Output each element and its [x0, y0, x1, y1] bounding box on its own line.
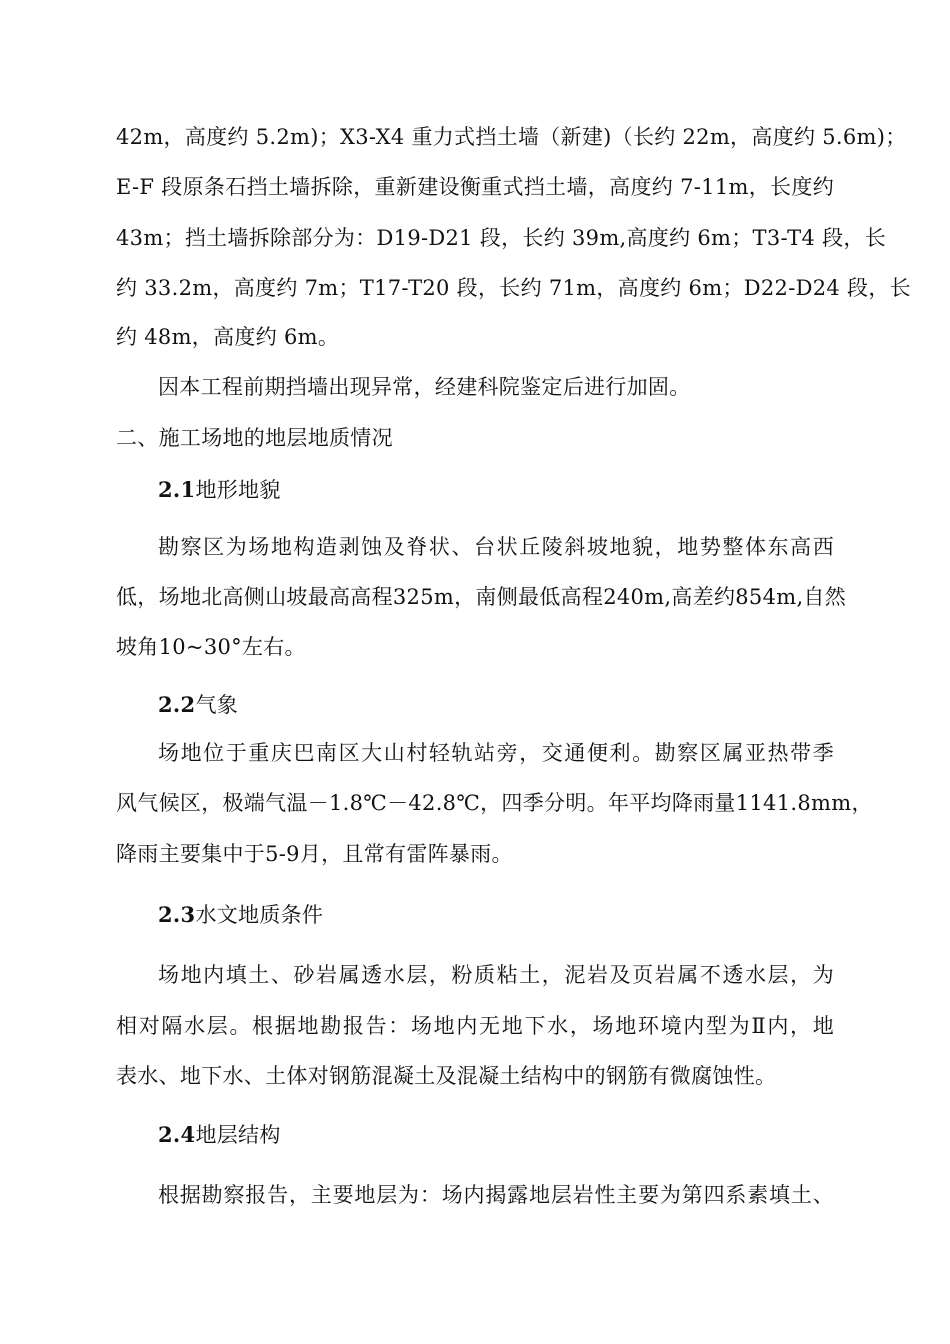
subsection-2-1-line-1: 勘察区为场地构造剥蚀及脊状、台状丘陵斜坡地貌，地势整体东高西 — [158, 535, 834, 559]
section-heading: 二、施工场地的地层地质情况 — [116, 426, 393, 450]
subsection-2-2-line-2: 风气候区，极端气温－1.8℃－42.8℃，四季分明。年平均降雨量1141.8mm， — [116, 791, 873, 815]
subsection-2-2-line-1: 场地位于重庆巴南区大山村轻轨站旁，交通便利。勘察区属亚热带季 — [158, 741, 834, 765]
subsection-2-3-line-1: 场地内填土、砂岩属透水层，粉质粘土，泥岩及页岩属不透水层，为 — [158, 963, 834, 987]
paragraph-1-line-1: 42m，高度约 5.2m)；X3-X4 重力式挡土墙（新建)（长约 22m，高度约 5.6m)； — [116, 125, 907, 149]
subsection-2-2-line-3: 降雨主要集中于5-9月，且常有雷阵暴雨。 — [116, 842, 513, 866]
subsection-2-2-number: 2.2 — [158, 692, 196, 717]
subsection-2-4-number: 2.4 — [158, 1122, 196, 1147]
subsection-2-2-title: 气象 — [195, 693, 239, 717]
subsection-2-3-line-2: 相对隔水层。根据地勘报告：场地内无地下水，场地环境内型为Ⅱ内，地 — [116, 1014, 834, 1038]
subsection-2-3-title: 水文地质条件 — [195, 903, 324, 927]
subsection-2-3-heading — [158, 902, 323, 928]
paragraph-1-line-4: 约 33.2m，高度约 7m；T17-T20 段，长约 71m，高度约 6m；D22-D24 段，长 — [116, 276, 911, 300]
subsection-2-4-title: 地层结构 — [195, 1123, 281, 1147]
subsection-2-4-line-1: 根据勘察报告，主要地层为：场内揭露地层岩性主要为第四系素填土、 — [158, 1183, 834, 1207]
subsection-2-2-heading — [158, 692, 238, 718]
subsection-2-1-title: 地形地貌 — [195, 478, 281, 502]
subsection-2-4-heading — [158, 1122, 281, 1148]
paragraph-1-line-5: 约 48m，高度约 6m。 — [116, 325, 340, 349]
subsection-2-3-line-3: 表水、地下水、土体对钢筋混凝土及混凝土结构中的钢筋有微腐蚀性。 — [116, 1064, 777, 1088]
subsection-2-1-line-2: 低，场地北高侧山坡最高高程325m，南侧最低高程240m,高差约854m,自然 — [116, 585, 847, 609]
subsection-2-1-heading — [158, 477, 281, 503]
subsection-2-3-number: 2.3 — [158, 902, 196, 927]
subsection-2-1-number: 2.1 — [158, 477, 196, 502]
subsection-2-1-line-3: 坡角10~30°左右。 — [116, 635, 306, 659]
paragraph-1-line-2: E-F 段原条石挡土墙拆除，重新建设衡重式挡土墙，高度约 7-11m，长度约 — [116, 175, 834, 199]
paragraph-1-line-3: 43m；挡土墙拆除部分为：D19-D21 段，长约 39m,高度约 6m；T3-T4 段，长 — [116, 226, 887, 250]
paragraph-2: 因本工程前期挡墙出现异常，经建科院鉴定后进行加固。 — [158, 375, 691, 399]
